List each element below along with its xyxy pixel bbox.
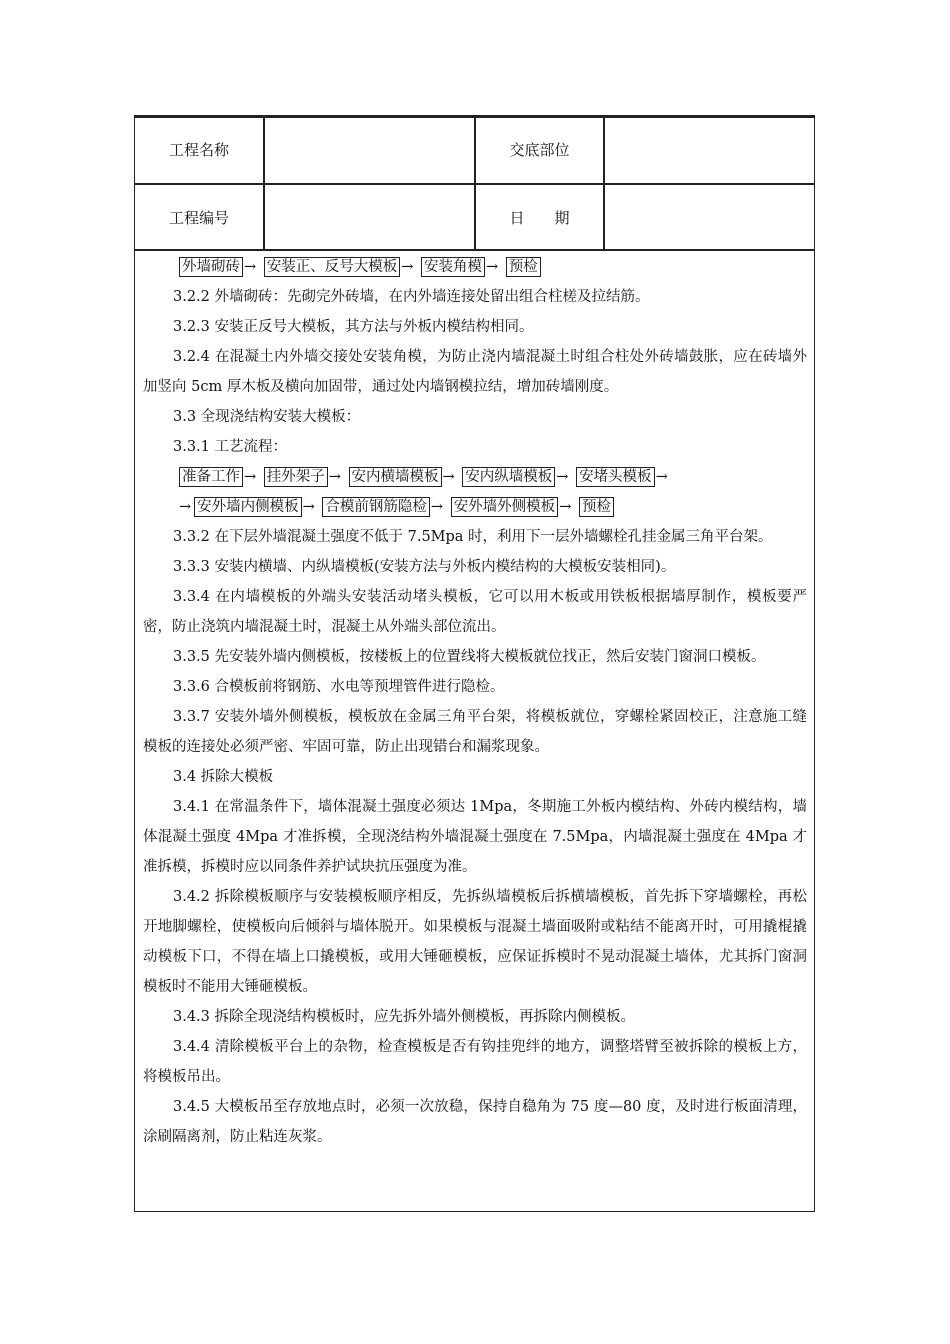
flow-arrow: → [442,469,455,485]
paragraph: 3.3.7 安装外墙外侧模板，模板放在金属三角平台架，将模板就位，穿螺栓紧固校正，注意施工缝模板的连接处必须严密、牢固可靠，防止出现错台和漏浆现象。 [143,709,807,755]
flow-diagram-1 [143,252,807,282]
paragraph: 3.4.5 大模板吊至存放地点时，必须一次放稳，保持自稳角为 75 度—80 度，及时进行板面清理，涂刷隔离剂，防止粘连灰浆。 [143,1099,807,1145]
paragraph: 3.2.2 外墙砌砖：先砌完外砖墙，在内外墙连接处留出组合柱槎及拉结筋。 [173,289,650,305]
paragraph: 3.3.2 在下层外墙混凝土强度不低于 7.5Mpa 时，利用下一层外墙螺栓孔挂金属三角平台架。 [173,529,773,545]
document-frame [134,115,815,1212]
header-table [135,116,814,251]
flow2-step: 合模前钢筋隐检 [322,497,430,517]
flow1-step: 外墙砌砖 [179,257,243,277]
paragraph: 3.2.4 在混凝土内外墙交接处安装角模，为防止浇内墙混凝土时组合柱处外砖墙鼓胀，应在砖墙外加竖向 5cm 厚木板及横向加固带，通过处内墙钢模拉结，增加砖墙刚度。 [143,349,807,395]
flow-arrow: → [559,499,572,515]
paragraph: 3.3.5 先安装外墙内侧模板，按楼板上的位置线将大模板就位找正，然后安装门窗洞口模板。 [173,649,766,665]
flow2-step: 准备工作 [179,467,243,487]
flow2-step: 安堵头模板 [576,467,655,487]
project-name-value [265,116,474,183]
flow-arrow: → [401,259,414,275]
paragraph: 3.4.3 拆除全现浇结构模板时，应先拆外墙外侧模板，再拆除内侧模板。 [173,1009,636,1025]
project-name-label: 工程名称 [168,141,229,159]
paragraph: 3.3.6 合模板前将钢筋、水电等预埋管件进行隐检。 [173,679,505,695]
paragraph: 3.4.1 在常温条件下，墙体混凝土强度必须达 1Mpa，冬期施工外板内模结构、外砖内模结构，墙体混凝土强度 4Mpa 才准拆模，全现浇结构外墙混凝土强度在 7.5Mpa，内墙混凝土强度在 4Mpa 才准拆模，拆模时应以同条件养护试块抗压强度为准。 [143,799,807,875]
paragraph: 3.4.2 拆除模板顺序与安装模板顺序相反，先拆纵墙模板后拆横墙模板，首先拆下穿墙螺栓，再松开地脚螺栓，使模板向后倾斜与墙体脱开。如果模板与混凝土墙面吸附或粘结不能离开时，可用撬棍撬动模板下口，不得在墙上口撬模板，或用大锤砸模板，应保证拆模时不晃动混凝土墙体，尤其拆门窗洞模板时不能用大锤砸模板。 [143,889,807,995]
flow-arrow: → [244,469,257,485]
flow-arrow: → [655,469,668,485]
paragraph: 3.3.1 工艺流程： [173,439,288,455]
flow-arrow: → [486,259,499,275]
flow-diagram-2-row-2 [143,492,807,522]
section-heading: 3.3 全现浇结构安装大模板： [173,409,361,425]
flow2-step: 安外墙外侧模板 [451,497,559,517]
paragraph: 3.4.4 清除模板平台上的杂物，检查模板是否有钩挂兜绊的地方，调整塔臂至被拆除的模板上方，将模板吊出。 [143,1039,807,1085]
date-label: 日 期 [509,208,570,227]
flow1-step: 安装角模 [421,257,485,277]
flow1-step: 安装正、反号大模板 [264,257,401,277]
flow2-step: 安内纵墙模板 [462,467,555,487]
date-value [605,185,814,249]
disclosure-part-label: 交底部位 [509,141,570,159]
flow-arrow: → [328,469,341,485]
project-no-label: 工程编号 [168,208,229,227]
flow-arrow: → [430,499,444,515]
section-heading: 3.4 拆除大模板 [173,769,274,785]
flow-arrow: → [302,499,315,515]
flow2-step: 安内横墙模板 [349,467,442,487]
flow2-step: 安外墙内侧模板 [194,497,302,517]
disclosure-part-value [605,116,814,183]
project-no-value [265,185,474,249]
paragraph: 3.3.4 在内墙模板的外端头安装活动堵头模板，它可以用木板或用铁板根据墙厚制作，模板要严密，防止浇筑内墙混凝土时，混凝土从外端头部位流出。 [143,589,807,635]
flow-arrow: → [179,499,192,515]
flow-arrow: → [556,469,569,485]
document-body [143,252,807,1152]
flow2-step: 挂外架子 [264,467,328,487]
flow-diagram-2-row-1 [143,462,807,492]
paragraph: 3.3.3 安装内横墙、内纵墙模板(安装方法与外板内模结构的大模板安装相同)。 [173,559,676,575]
flow1-step: 预检 [506,257,541,277]
flow2-step: 预检 [579,497,614,517]
flow-arrow: → [244,259,257,275]
paragraph: 3.2.3 安装正反号大模板，其方法与外板内模结构相同。 [173,319,534,335]
